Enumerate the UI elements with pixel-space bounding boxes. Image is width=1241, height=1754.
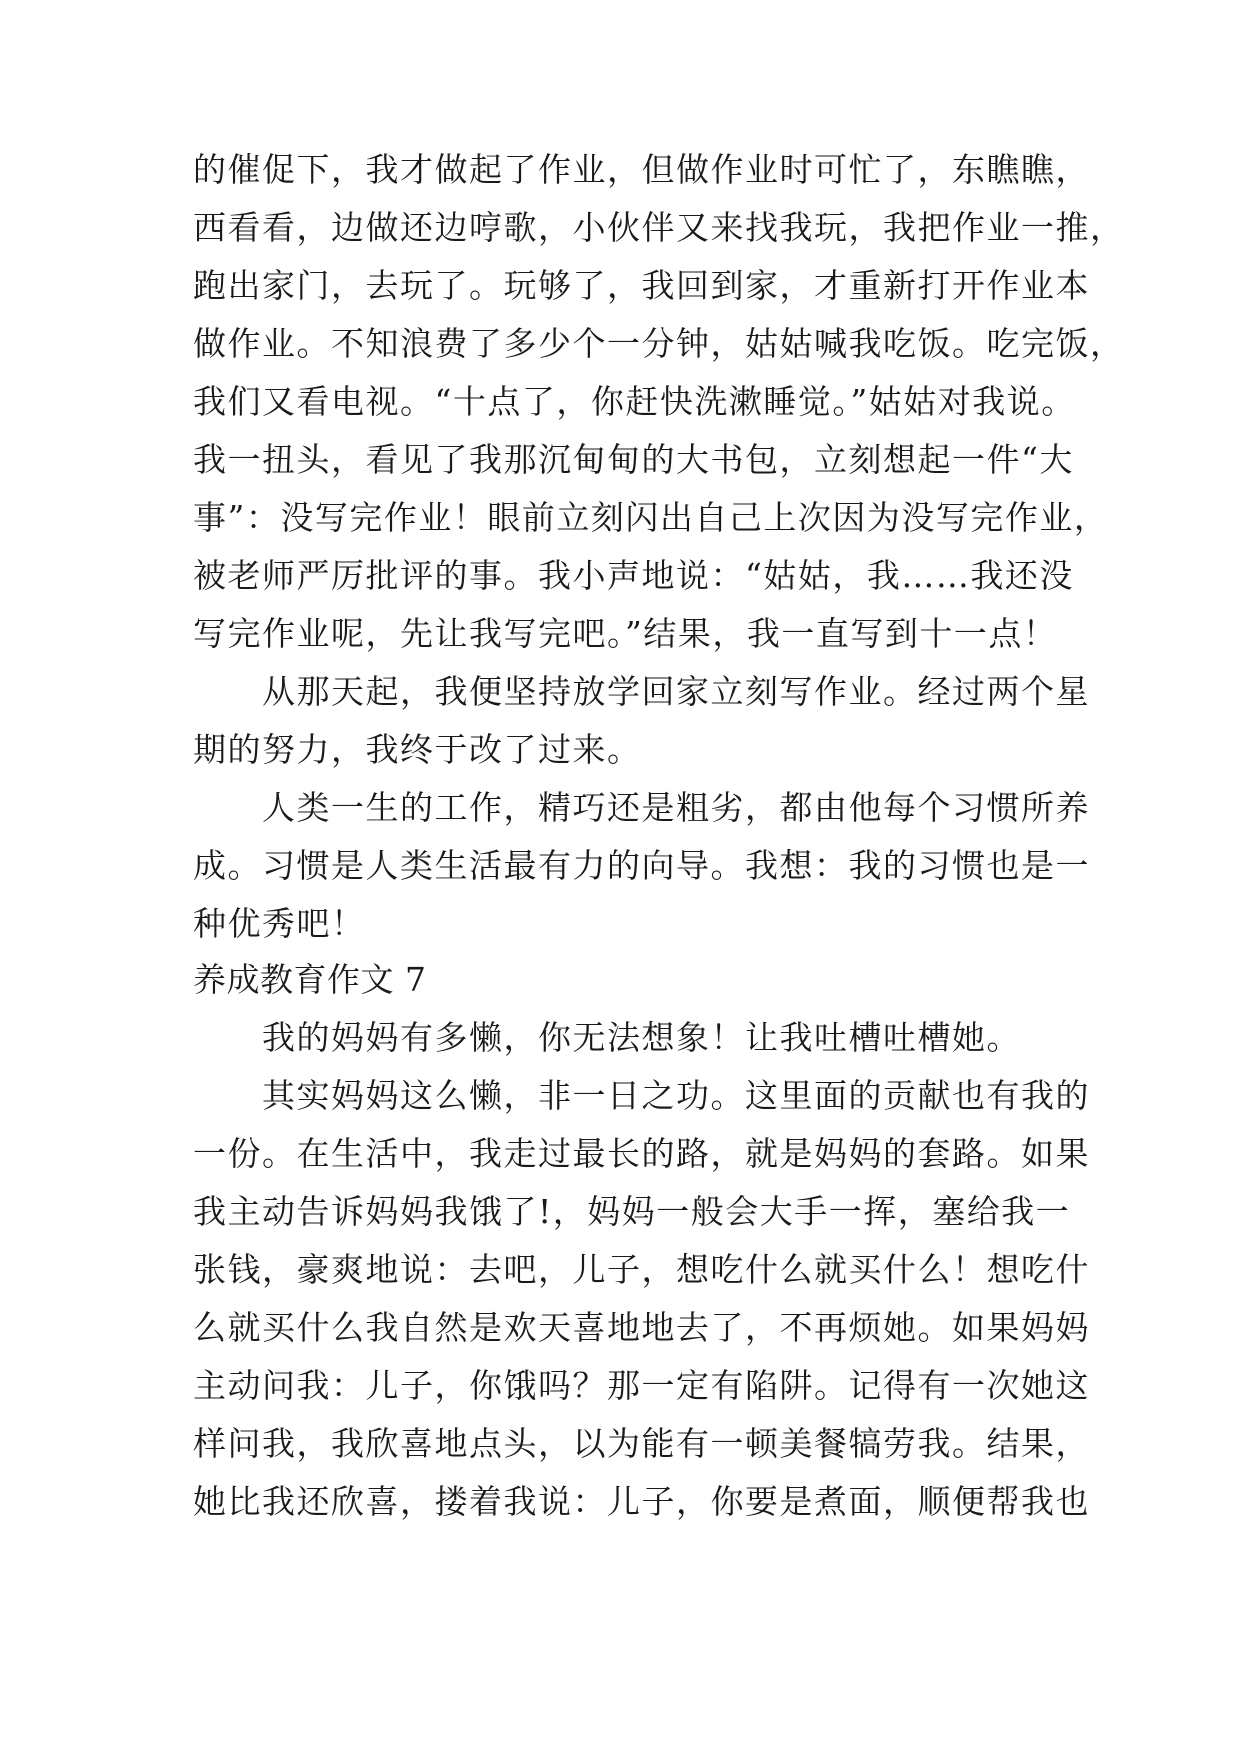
text-line: 么就买什么我自然是欢天喜地地去了，不再烦她。如果妈妈 [193, 1308, 1090, 1347]
text-line: 写完作业呢，先让我写完吧。”结果，我一直写到十一点！ [193, 614, 1058, 653]
text-line: 成。习惯是人类生活最有力的向导。我想：我的习惯也是一 [193, 846, 1090, 885]
text-line: 种优秀吧！ [193, 904, 366, 943]
text-line: 一份。在生活中，我走过最长的路，就是妈妈的套路。如果 [193, 1134, 1090, 1173]
text-line: 张钱，豪爽地说：去吧，儿子，想吃什么就买什么！想吃什 [193, 1250, 1090, 1289]
text-line: 事”：没写完作业！眼前立刻闪出自己上次因为没写完作业， [193, 498, 1109, 537]
text-line: 期的努力，我终于改了过来。 [193, 730, 642, 769]
paragraph-start: 其实妈妈这么懒，非一日之功。这里面的贡献也有我的 [193, 1076, 1090, 1115]
text-line: 的催促下，我才做起了作业，但做作业时可忙了，东瞧瞧， [193, 150, 1090, 189]
text-line: 我们又看电视。“十点了，你赶快洗漱睡觉。”姑姑对我说。 [193, 382, 1076, 421]
text-line: 做作业。不知浪费了多少个一分钟，姑姑喊我吃饭。吃完饭， [193, 324, 1125, 363]
text-line: 我主动告诉妈妈我饿了!，妈妈一般会大手一挥，塞给我一 [193, 1192, 1071, 1231]
paragraph-start: 从那天起，我便坚持放学回家立刻写作业。经过两个星 [193, 672, 1090, 711]
text-line: 我一扭头，看见了我那沉甸甸的大书包，立刻想起一件“大 [193, 440, 1074, 479]
paragraph-start: 我的妈妈有多懒，你无法想象！让我吐槽吐槽她。 [193, 1018, 1021, 1057]
text-line: 被老师严厉批评的事。我小声地说：“姑姑，我……我还没 [193, 556, 1074, 595]
text-line: 跑出家门，去玩了。玩够了，我回到家，才重新打开作业本 [193, 266, 1090, 305]
section-heading: 养成教育作文 7 [193, 960, 427, 999]
text-line: 主动问我：儿子，你饿吗？那一定有陷阱。记得有一次她这 [193, 1366, 1090, 1405]
text-line: 她比我还欣喜，搂着我说：儿子，你要是煮面，顺便帮我也 [193, 1482, 1090, 1521]
text-line: 样问我，我欣喜地点头，以为能有一顿美餐犒劳我。结果， [193, 1424, 1090, 1463]
paragraph-start: 人类一生的工作，精巧还是粗劣，都由他每个习惯所养 [193, 788, 1090, 827]
text-line: 西看看，边做还边哼歌，小伙伴又来找我玩，我把作业一推， [193, 208, 1125, 247]
